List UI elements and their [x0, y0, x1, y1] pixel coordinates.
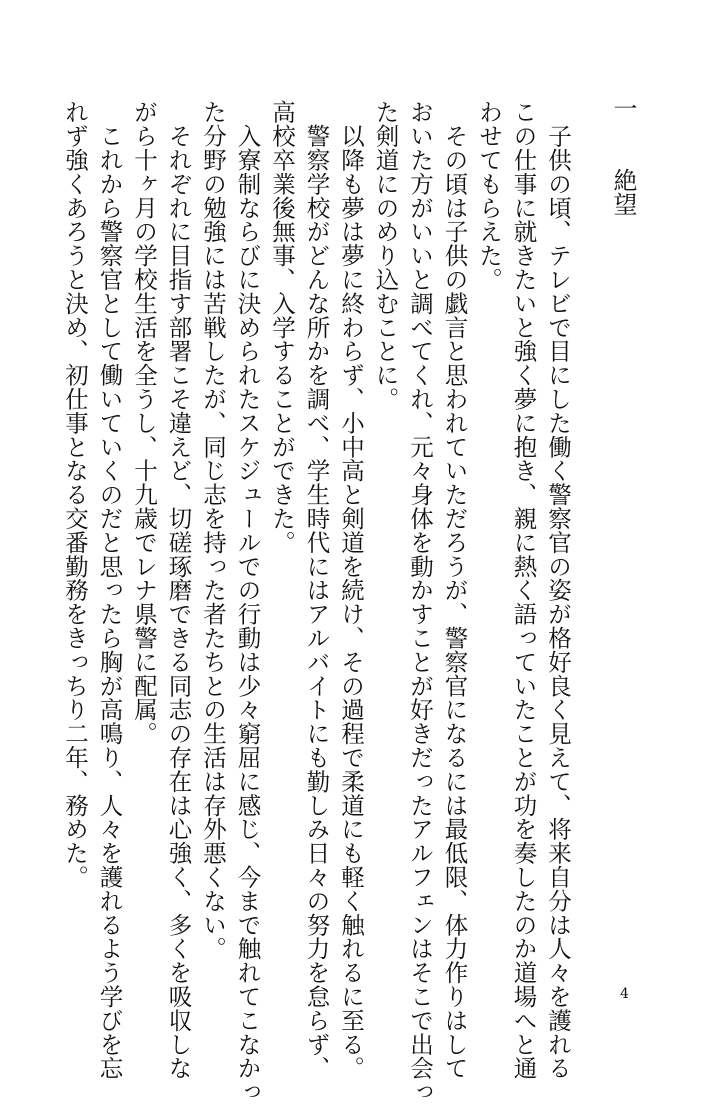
body-line: その頃は子供の戯言と思われていただろうが、警察官になるには最低限、体力作りはして [440, 100, 469, 1080]
chapter-number: 一 [609, 96, 637, 120]
body-line: この仕事に就きたいと強く夢に抱き、親に熱く語っていたことが功を奏したのか道場へと通 [509, 100, 538, 1080]
body-line: れず強くあろうと決め、初仕事となる交番勤務をきっちり二年、務めた。 [61, 100, 89, 889]
body-line: た剣道にのめり込むことに。 [371, 100, 400, 411]
body-line: おいた方がいいと調べてくれ、元々身体を動かすことが好きだったアルフェンはそこで出会っ [406, 100, 434, 1104]
body-line: それぞれに目指す部署こそ違えど、切磋琢磨できる同志の存在は心強く、多くを吸収しな [164, 100, 193, 1080]
body-line: た分野の勉強には苦戦したが、同じ志を持った者たちとの生活は存外悪くない。 [199, 100, 227, 961]
body-line: 入寮制ならびに決められたスケジュールでの行動は少々窮屈に感じ、今まで触れてこなかっ [233, 100, 262, 1104]
chapter-title: 絶望 [609, 168, 637, 216]
body-text [58, 100, 576, 1104]
body-line: これから警察官として働いていくのだと思ったら胸が高鳴り、人々を護れるよう学びを忘 [95, 100, 124, 1080]
page-number: 4 [620, 986, 629, 1002]
chapter-heading [606, 96, 640, 396]
body-line: 以降も夢は夢に終わらず、小中高と剣道を続け、その過程で柔道にも軽く触れるに至る。 [337, 100, 365, 1080]
body-line: 警察学校がどんな所かを調べ、学生時代にはアルバイトにも勤しみ日々の努力を怠らず、 [302, 100, 331, 1080]
body-line: がら十ヶ月の学校生活を全うし、十九歳でレナ県警に配属。 [130, 100, 158, 746]
body-line: 高校卒業後無事、入学することができた。 [268, 100, 296, 555]
body-line: わせてもらえた。 [475, 100, 503, 292]
body-line: 子供の頃、テレビで目にした働く警察官の姿が格好良く見えて、将来自分は人々を護れる [544, 100, 572, 1080]
